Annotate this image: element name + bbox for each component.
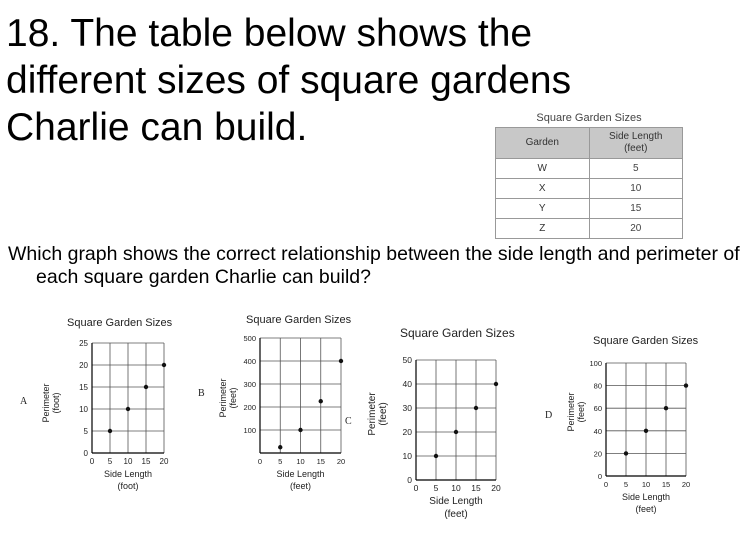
- option-letter-c[interactable]: C: [345, 416, 352, 427]
- table-title: Square Garden Sizes: [536, 112, 642, 124]
- y-axis-label-line: (foot): [51, 392, 61, 414]
- data-point: [126, 407, 130, 411]
- data-point: [108, 429, 112, 433]
- graph-option-b[interactable]: [213, 308, 352, 491]
- x-axis-label-line: (feet): [289, 481, 312, 491]
- plot-area: [243, 334, 345, 466]
- graph-title: Square Garden Sizes: [400, 326, 515, 340]
- side-length-cell: 10: [589, 179, 683, 199]
- data-point: [162, 363, 166, 367]
- y-tick-label: 0: [597, 472, 602, 481]
- y-axis-label-line: Perimeter: [367, 392, 378, 436]
- table-header-side-length: Side Length (feet): [589, 128, 683, 159]
- x-tick-label: 0: [89, 457, 95, 466]
- table-row: [496, 199, 683, 219]
- data-point: [298, 428, 302, 432]
- x-tick-label: 5: [623, 480, 629, 489]
- y-tick-label: 30: [402, 403, 412, 413]
- x-tick-label: 15: [471, 483, 481, 493]
- side-length-cell: 15: [589, 199, 683, 219]
- data-point: [684, 383, 688, 387]
- data-point: [339, 359, 343, 363]
- graph-option-c[interactable]: [360, 322, 515, 534]
- garden-cell: Z: [496, 219, 590, 239]
- data-point: [278, 445, 282, 449]
- graph-option-a[interactable]: [30, 310, 180, 495]
- y-tick-label: 100: [589, 359, 602, 368]
- table-row: [496, 159, 683, 179]
- y-tick-label: 5: [83, 427, 88, 436]
- graph-title: Square Garden Sizes: [67, 317, 173, 329]
- y-axis-label-line: Perimeter: [218, 378, 228, 418]
- x-tick-label: 5: [278, 457, 283, 466]
- x-axis-label-line: (feet): [444, 509, 468, 520]
- x-tick-label: 15: [661, 480, 671, 489]
- data-point: [664, 406, 668, 410]
- data-point: [319, 399, 323, 403]
- y-axis-label-line: Perimeter: [41, 383, 51, 423]
- x-tick-label: 20: [491, 483, 501, 493]
- graph-option-d[interactable]: [558, 328, 708, 518]
- plot-area: [589, 359, 690, 489]
- x-axis-label-line: (feet): [635, 504, 657, 514]
- x-tick-label: 20: [336, 457, 346, 466]
- y-tick-label: 20: [79, 361, 88, 370]
- y-tick-label: 300: [243, 380, 256, 389]
- x-tick-label: 20: [681, 480, 691, 489]
- x-axis-label: [622, 492, 670, 514]
- y-tick-label: 40: [593, 426, 602, 436]
- y-tick-label: 60: [593, 404, 602, 414]
- y-axis-label-line: (feet): [576, 401, 586, 423]
- x-tick-label: 10: [123, 457, 133, 466]
- y-tick-label: 200: [243, 403, 256, 412]
- side-length-cell: 5: [589, 159, 683, 179]
- y-tick-label: 40: [402, 379, 412, 389]
- y-tick-label: 100: [243, 426, 256, 435]
- x-tick-label: 15: [141, 457, 151, 466]
- y-tick-label: 20: [593, 449, 602, 459]
- y-tick-label: 15: [79, 383, 88, 392]
- garden-sizes-table: [495, 110, 683, 239]
- x-axis-label: [104, 469, 152, 491]
- x-axis-label: [276, 469, 324, 491]
- y-axis-label: [218, 378, 238, 417]
- table-row: [496, 219, 683, 239]
- prompt-text: Which graph shows the correct relationship between the side length and perimeter of each square garden Charlie can build?: [8, 243, 740, 288]
- x-tick-label: 10: [296, 457, 305, 466]
- x-axis-label-line: (foot): [117, 481, 139, 491]
- y-tick-label: 20: [402, 427, 412, 437]
- data-point: [144, 385, 148, 389]
- y-tick-label: 80: [593, 381, 602, 391]
- data-point: [644, 429, 648, 433]
- graph-title: Square Garden Sizes: [593, 335, 699, 347]
- y-tick-label: 50: [402, 355, 412, 365]
- option-letter-a[interactable]: A: [20, 396, 28, 407]
- data-point: [454, 430, 458, 434]
- garden-cell: X: [496, 179, 590, 199]
- x-tick-label: 10: [641, 480, 651, 489]
- data-point: [474, 406, 478, 410]
- plot-area: [403, 355, 501, 493]
- garden-cell: W: [496, 159, 590, 179]
- side-length-cell: 20: [589, 219, 683, 239]
- x-tick-label: 0: [257, 457, 263, 466]
- table-header-garden: Garden: [496, 128, 590, 159]
- x-tick-label: 0: [413, 483, 419, 493]
- y-tick-label: 10: [79, 405, 88, 414]
- data-point: [624, 451, 628, 455]
- plot-area: [79, 339, 169, 466]
- x-axis-label: [429, 496, 482, 520]
- x-tick-label: 20: [159, 457, 169, 466]
- x-tick-label: 0: [603, 480, 609, 489]
- data-point: [434, 454, 438, 458]
- y-tick-label: 0: [407, 475, 412, 485]
- x-tick-label: 5: [107, 457, 113, 466]
- y-tick-label: 500: [243, 334, 256, 343]
- y-axis-label: [41, 383, 61, 422]
- x-axis-label-line: Side Length: [621, 492, 671, 502]
- x-axis-label-line: Side Length: [276, 469, 325, 479]
- y-tick-label: 25: [79, 339, 88, 348]
- x-axis-label-line: Side Length: [103, 469, 153, 479]
- question-text: 18. The table below shows the different sizes of square gardens Charlie can build.: [6, 12, 572, 149]
- garden-cell: Y: [496, 199, 590, 219]
- x-tick-label: 5: [433, 483, 439, 493]
- y-tick-label: 400: [243, 357, 256, 366]
- y-axis-label-line: (feet): [378, 402, 389, 426]
- y-tick-label: 0: [83, 449, 88, 458]
- y-axis-label: [566, 392, 586, 431]
- data-point: [494, 382, 498, 386]
- graph-title: Square Garden Sizes: [246, 314, 352, 326]
- x-tick-label: 15: [316, 457, 325, 466]
- y-axis-label-line: (feet): [228, 387, 238, 409]
- y-axis-label: [367, 392, 389, 436]
- y-axis-label-line: Perimeter: [566, 392, 576, 432]
- x-axis-label-line: Side Length: [429, 496, 483, 507]
- x-tick-label: 10: [451, 483, 461, 493]
- table-row: [496, 179, 683, 199]
- y-tick-label: 10: [402, 451, 412, 461]
- option-letter-b[interactable]: B: [198, 388, 205, 399]
- option-letter-d[interactable]: D: [545, 410, 553, 421]
